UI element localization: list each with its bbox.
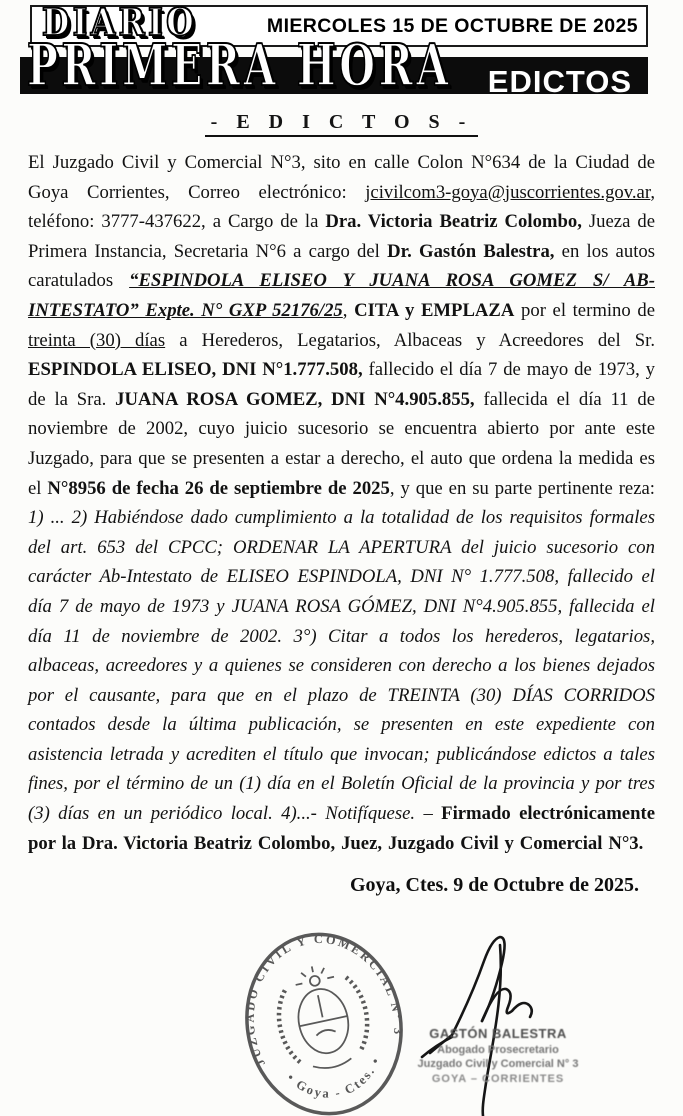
logo-diario: DIARIO bbox=[42, 0, 198, 44]
edition-date: MIERCOLES 15 DE OCTUBRE DE 2025 bbox=[266, 14, 638, 37]
dateline: Goya, Ctes. 9 de Octubre de 2025. bbox=[349, 874, 639, 897]
newspaper-masthead bbox=[0, 0, 683, 100]
signature-block bbox=[408, 925, 588, 1116]
court-stamp-graphic bbox=[218, 926, 430, 1116]
signatory-title: Abogado Prosecretario bbox=[437, 1043, 559, 1056]
stamp-bottom-text: • Goya - Ctes. • bbox=[284, 1054, 384, 1101]
signature-stamp-text bbox=[416, 1025, 580, 1087]
handwritten-signature bbox=[408, 925, 588, 1116]
signatory-name: GASTÓN BALESTRA bbox=[429, 1026, 567, 1041]
edicts-title: - E D I C T O S - bbox=[0, 111, 683, 134]
edict-body-text: El Juzgado Civil y Comercial N°3, sito en calle Colon N°634 de la Ciudad de Goya Corrientes, Correo electrónico: jcivilcom3-goya@juscorrientes.gov.ar, teléfono: 3777-437622, a Cargo de la Dra. Victoria Beatriz Colombo, Jueza de Primera Instancia, Secretaria N°6 a cargo del Dr. Gastón Balestra, en los autos caratulados “ESPINDOLA ELISEO Y JUANA ROSA GOMEZ S/ AB-INTESTATO” Expte. N° GXP 52176/25, CITA y EMPLAZA por el termino de treinta (30) días a Herederos, Legatarios, Albaceas y Acreedores del Sr. ESPINDOLA ELISEO, DNI N°1.777.508, fallecido el día 7 de mayo de 1973, y de la Sra. JUANA ROSA GOMEZ, DNI N°4.905.855, fallecida el día 11 de noviembre de 2002, cuyo juicio sucesorio se encuentra abierto por ante este Juzgado, para que se presenten a estar a derecho, el auto que ordena la medida es el N°8956 de fecha 26 de septiembre de 2025, y que en su parte pertinente reza: 1) ... 2) Habiéndose dado cumplimiento a la totalidad de los requisitos formales del art. 653 del CPCC; ORDENAR LA APERTURA del juicio sucesorio con carácter Ab-Intestato de ELISEO ESPINDOLA, DNI N° 1.777.508, fallecido el día 7 de mayo de 1973 y JUANA ROSA GÓMEZ, DNI N°4.905.855, fallecida el día 11 de noviembre de 2002. 3°) Citar a todos los herederos, legatarios, albaceas, acreedores y a quienes se consideren con derecho a los bienes dejados por el causante, para que en el plazo de TREINTA (30) DÍAS CORRIDOS contados desde la última publicación, se presenten en este expediente con asistencia letrada y acrediten el título que invocan; publicándose edictos a tales fines, por el término de un (1) día en el Boletín Oficial de la provincia y por tres (3) días en un periódico local. 4)...- Notifíquese. – Firmado electrónicamente por la Dra. Victoria Beatriz Colombo, Juez, Juzgado Civil y Comercial N°3. bbox=[28, 152, 656, 854]
svg-text:JUZGADO CIVIL Y COMERCIAL N° 3 bbox=[226, 926, 409, 1070]
edictos-section-label: EDICTOS bbox=[487, 64, 632, 94]
logo-primera-hora: PRIMERA HORA bbox=[27, 32, 452, 99]
signatory-office: Juzgado Civil y Comercial N° 3 bbox=[417, 1058, 579, 1071]
stamp-top-text: JUZGADO CIVIL Y COMERCIAL N° 3 bbox=[242, 932, 406, 1069]
signatory-location: GOYA – CORRIENTES bbox=[431, 1073, 565, 1086]
court-stamp bbox=[218, 926, 430, 1116]
coat-of-arms bbox=[269, 957, 376, 1076]
